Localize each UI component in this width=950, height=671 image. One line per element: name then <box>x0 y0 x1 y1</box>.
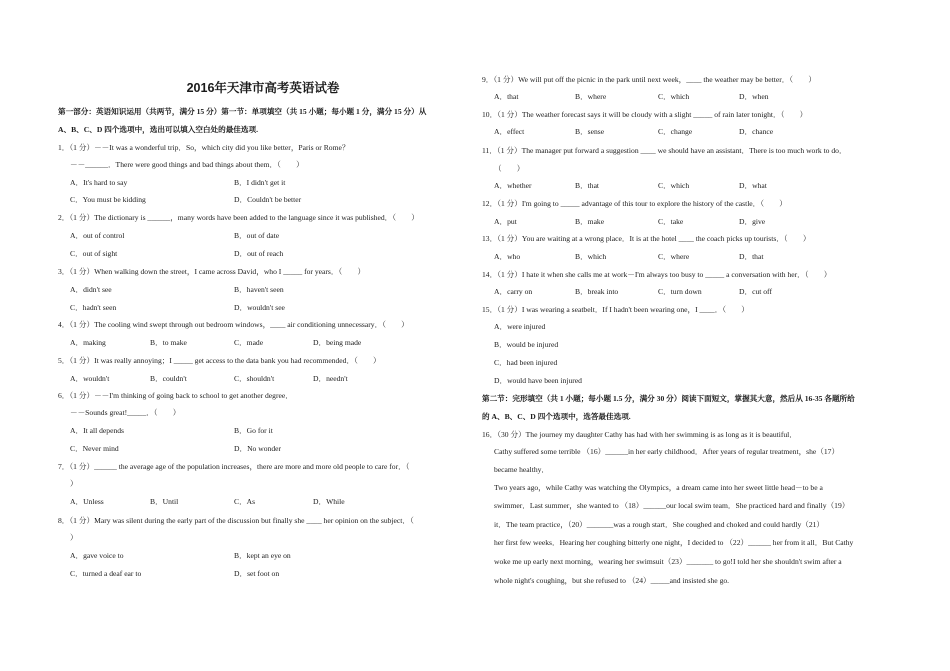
option: B．break into <box>575 287 619 296</box>
question-stem: －－Sounds great!_____．（ ） <box>70 408 181 417</box>
option: D．what <box>739 181 767 190</box>
option: D．While <box>313 497 345 506</box>
option: A．wouldn't <box>70 374 110 383</box>
option: D．being made <box>313 338 362 347</box>
part2-intro: 第二节：完形填空（共 1 小题；每小题 1.5 分，满分 30 分）阅读下面短文，掌握其大意，然后从 16-35 各题所给 <box>482 394 855 403</box>
option: C．had been injured <box>494 358 558 367</box>
option: B．where <box>575 92 607 101</box>
option: C．You must be kidding <box>70 195 146 204</box>
option: C．which <box>658 92 690 101</box>
passage-line: whole night's coughing，but she refused to （24）_____and insisted she go. <box>494 576 730 585</box>
part1-intro: 第一部分：英语知识运用（共两节，满分 15 分）第一节：单项填空（共 15 小题；每小题 1 分，满分 15 分）从 <box>58 107 427 116</box>
option: C．As <box>234 497 256 506</box>
option: A．Unless <box>70 497 104 506</box>
passage-line: Two years ago，while Cathy was watching the Olympics，a dream came into her sweet little head－to be a <box>494 483 823 492</box>
passage-line: woke me up early next morning，wearing her swimsuit（23）_______ to go!I told her she shouldn't swim after a <box>494 557 842 566</box>
option: A．out of control <box>70 231 125 240</box>
option: A．It all depends <box>70 426 124 435</box>
question-stem: 15．（1 分）I was wearing a seatbelt．If I hadn't been wearing one，I ____．（ ） <box>482 305 749 314</box>
option: A．effect <box>494 127 525 136</box>
option: C．where <box>658 252 690 261</box>
option: D．that <box>739 252 764 261</box>
option: A．carry on <box>494 287 533 296</box>
option: B．out of date <box>234 231 280 240</box>
question-stem: 14．（1 分）I hate it when she calls me at work－I'm always too busy to _____ a conversation with her．（ ） <box>482 270 832 279</box>
option: B．haven't seen <box>234 285 284 294</box>
question-stem: （ ） <box>494 164 525 173</box>
option: A．who <box>494 252 521 261</box>
passage-line: swimmer．Last summer，she wanted to （18）______our local swim team．She practiced hard and finally（19） <box>494 501 850 510</box>
question-stem: 9．（1 分）We will put off the picnic in the park until next week，____ the weather may be better．（ ） <box>482 75 816 84</box>
option: A．It's hard to say <box>70 178 128 187</box>
option: C．turned a deaf ear to <box>70 569 142 578</box>
option: C．Never mind <box>70 444 119 453</box>
option: D．wouldn't see <box>234 303 285 312</box>
option: C．which <box>658 181 690 190</box>
option: D．cut off <box>739 287 772 296</box>
option: C．turn down <box>658 287 702 296</box>
question-stem: 5．（1 分）It was really annoying；I _____ get access to the data bank you had recommended．（ ） <box>58 356 381 365</box>
option: A．didn't see <box>70 285 112 294</box>
option: A．making <box>70 338 106 347</box>
option: C．made <box>234 338 264 347</box>
option: B．Until <box>150 497 179 506</box>
passage-line: her first few weeks．Hearing her coughing bitterly one night，I decided to （22）______ her from it all．But Cathy <box>494 538 854 547</box>
question-stem: 2．（1 分）The dictionary is ______，many words have been added to the language since it was published．（ ） <box>58 213 419 222</box>
option: B．which <box>575 252 607 261</box>
option: A．put <box>494 217 517 226</box>
question-stem: 13．（1 分）You are waiting at a wrong place．It is at the hotel ____ the coach picks up tourists．（ ） <box>482 234 811 243</box>
option: A．were injured <box>494 322 546 331</box>
question-stem: 6．（1 分）－－I'm thinking of going back to school to get another degree． <box>58 391 293 400</box>
option: B．that <box>575 181 600 190</box>
option: C．change <box>658 127 693 136</box>
option: C．out of sight <box>70 249 118 258</box>
option: D．set foot on <box>234 569 280 578</box>
option: D．out of reach <box>234 249 284 258</box>
passage-line: 16．（30 分）The journey my daughter Cathy has had with her swimming is as long as it is beautiful． <box>482 430 797 439</box>
option: A．that <box>494 92 519 101</box>
option: B．couldn't <box>150 374 187 383</box>
option: A．whether <box>494 181 532 190</box>
option: A．gave voice to <box>70 551 124 560</box>
option: B．would be injured <box>494 340 559 349</box>
part1-intro: A、B、C、D 四个选项中，选出可以填入空白处的最佳选项. <box>58 125 258 134</box>
question-stem: 7．（1 分）______ the average age of the population increases，there are more and more old people to care for．（ <box>58 462 410 471</box>
page-title: 2016年天津市高考英语试卷 <box>186 81 340 95</box>
option: D．chance <box>739 127 774 136</box>
option: D．when <box>739 92 769 101</box>
question-stem: 10．（1 分）The weather forecast says it will be cloudy with a slight _____ of rain later tonight．（ ） <box>482 110 808 119</box>
passage-line: it．The team practice，（20）_______was a rough start．She coughed and choked and could hardly（21） <box>494 520 825 529</box>
option: D．needn't <box>313 374 348 383</box>
question-stem: －－______．There were good things and bad things about them．（ ） <box>70 160 304 169</box>
option: B．make <box>575 217 605 226</box>
question-stem: ） <box>70 533 78 542</box>
passage-line: became healthy． <box>494 465 550 474</box>
option: B．to make <box>150 338 187 347</box>
part2-intro: 的 A、B、C、D 四个选项中，选答最佳选项. <box>482 412 631 421</box>
question-stem: 12．（1 分）I'm going to _____ advantage of this tour to explore the history of the castle．（ ） <box>482 199 787 208</box>
question-stem: ） <box>70 479 78 488</box>
option: B．kept an eye on <box>234 551 291 560</box>
passage-line: Cathy suffered some terrible （16）______in her early childhood．After years of regular treatment，she（17） <box>494 447 840 456</box>
option: B．I didn't get it <box>234 178 286 187</box>
question-stem: 11．（1 分）The manager put forward a suggestion ____ we should have an assistant．There is too much work to do． <box>482 146 847 155</box>
question-stem: 8．（1 分）Mary was silent during the early part of the discussion but finally she ____ her opinion on the subject．（ <box>58 516 414 525</box>
option: D．give <box>739 217 766 226</box>
question-stem: 3．（1 分）When walking down the street，I came across David，who I _____ for years．（ ） <box>58 267 366 276</box>
option: C．take <box>658 217 684 226</box>
question-stem: 4．（1 分）The cooling wind swept through out bedroom windows，____ air conditioning unnecessary．（ ） <box>58 320 409 329</box>
option: D．No wonder <box>234 444 282 453</box>
option: B．sense <box>575 127 605 136</box>
question-stem: 1．（1 分）－－It was a wonderful trip．So，which city did you like better，Paris or Rome？ <box>58 143 350 152</box>
option: D．would have been injured <box>494 376 582 385</box>
option: C．shouldn't <box>234 374 275 383</box>
option: C．hadn't seen <box>70 303 117 312</box>
option: B．Go for it <box>234 426 273 435</box>
option: D．Couldn't be better <box>234 195 302 204</box>
